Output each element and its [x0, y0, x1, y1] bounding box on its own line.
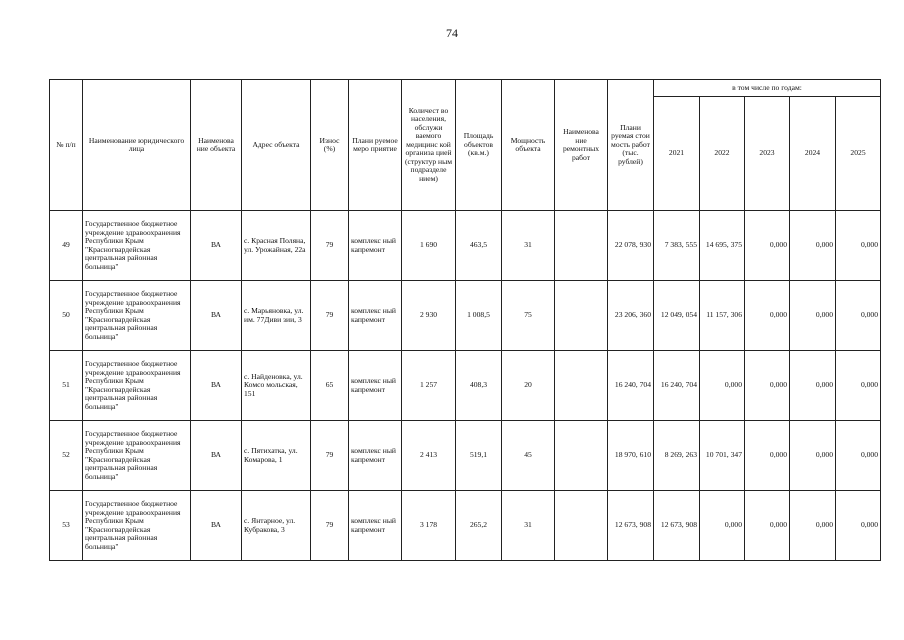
cell-2025: 0,000 [836, 281, 881, 351]
cell-cost: 23 206, 360 [608, 281, 654, 351]
col-header-year-2023: 2023 [745, 97, 790, 211]
cell-address: с. Янтарное, ул. Кубракова, 3 [242, 491, 311, 561]
table-row [50, 491, 881, 561]
col-header-by-years: в том числе по годам: [654, 80, 881, 97]
cell-address: с. Марьяновка, ул. им. 77Диви зии, 3 [242, 281, 311, 351]
cell-entity: Государственное бюджетное учреждение здравоохранения Республики Крым "Красногвардейская центральная районная больница" [83, 421, 191, 491]
col-header-address: Адрес объекта [242, 80, 311, 211]
cell-population: 3 178 [402, 491, 456, 561]
cell-2023: 0,000 [745, 211, 790, 281]
col-header-population: Количест во населения, обслужи ваемого медицинс кой организа цией (структур ным подразделе нием) [402, 80, 456, 211]
cell-wear: 79 [311, 421, 349, 491]
cell-population: 2 413 [402, 421, 456, 491]
table-row [50, 421, 881, 491]
col-header-measure: Плани руемое меро приятие [349, 80, 402, 211]
cell-repair-name [555, 491, 608, 561]
cell-num: 52 [50, 421, 83, 491]
cell-2025: 0,000 [836, 211, 881, 281]
cell-2021: 8 269, 263 [654, 421, 700, 491]
cell-cost: 22 078, 930 [608, 211, 654, 281]
cell-address: с. Пятихатка, ул. Комарова, 1 [242, 421, 311, 491]
col-header-num: № п/п [50, 80, 83, 211]
cell-measure: комплекс ный капремонт [349, 351, 402, 421]
col-header-year-2024: 2024 [790, 97, 836, 211]
cell-repair-name [555, 421, 608, 491]
cell-repair-name [555, 281, 608, 351]
cell-num: 50 [50, 281, 83, 351]
cell-2023: 0,000 [745, 491, 790, 561]
cell-area: 408,3 [456, 351, 502, 421]
cell-num: 51 [50, 351, 83, 421]
cell-measure: комплекс ный капремонт [349, 281, 402, 351]
col-header-year-2021: 2021 [654, 97, 700, 211]
header-row-top [50, 80, 881, 97]
cell-cost: 18 970, 610 [608, 421, 654, 491]
cell-address: с. Красная Поляна, ул. Урожайная, 22а [242, 211, 311, 281]
col-header-year-2022: 2022 [700, 97, 745, 211]
cell-area: 519,1 [456, 421, 502, 491]
cell-measure: комплекс ный капремонт [349, 421, 402, 491]
cell-wear: 65 [311, 351, 349, 421]
cell-2022: 14 695, 375 [700, 211, 745, 281]
col-header-entity: Наименование юридического лица [83, 80, 191, 211]
cell-measure: комплекс ный капремонт [349, 211, 402, 281]
cell-capacity: 45 [502, 421, 555, 491]
cell-wear: 79 [311, 211, 349, 281]
cell-repair-name [555, 351, 608, 421]
cell-cost: 12 673, 908 [608, 491, 654, 561]
col-header-cost: Плани руемая стои мость работ (тыс. рублей) [608, 80, 654, 211]
cell-2021: 7 383, 555 [654, 211, 700, 281]
cell-2023: 0,000 [745, 281, 790, 351]
cell-2025: 0,000 [836, 421, 881, 491]
cell-capacity: 20 [502, 351, 555, 421]
cell-2022: 11 157, 306 [700, 281, 745, 351]
investment-table [49, 79, 881, 561]
cell-num: 49 [50, 211, 83, 281]
cell-num: 53 [50, 491, 83, 561]
cell-2024: 0,000 [790, 351, 836, 421]
cell-2024: 0,000 [790, 211, 836, 281]
col-header-area: Площадь объектов (кв.м.) [456, 80, 502, 211]
cell-object-name: ВА [191, 351, 242, 421]
table-row [50, 211, 881, 281]
cell-cost: 16 240, 704 [608, 351, 654, 421]
cell-entity: Государственное бюджетное учреждение здравоохранения Республики Крым "Красногвардейская центральная районная больница" [83, 281, 191, 351]
cell-2024: 0,000 [790, 421, 836, 491]
cell-object-name: ВА [191, 421, 242, 491]
cell-entity: Государственное бюджетное учреждение здравоохранения Республики Крым "Красногвардейская центральная районная больница" [83, 211, 191, 281]
cell-object-name: ВА [191, 211, 242, 281]
col-header-capacity: Мощность объекта [502, 80, 555, 211]
cell-2022: 10 701, 347 [700, 421, 745, 491]
col-header-object-name: Наименова ние объекта [191, 80, 242, 211]
cell-population: 2 930 [402, 281, 456, 351]
cell-capacity: 75 [502, 281, 555, 351]
cell-repair-name [555, 211, 608, 281]
cell-object-name: ВА [191, 491, 242, 561]
cell-population: 1 690 [402, 211, 456, 281]
cell-2024: 0,000 [790, 491, 836, 561]
cell-2023: 0,000 [745, 351, 790, 421]
cell-measure: комплекс ный капремонт [349, 491, 402, 561]
cell-2025: 0,000 [836, 351, 881, 421]
cell-address: с. Найденовка, ул. Комсо мольская, 151 [242, 351, 311, 421]
cell-2021: 12 049, 054 [654, 281, 700, 351]
table-row [50, 281, 881, 351]
cell-2022: 0,000 [700, 491, 745, 561]
col-header-wear: Износ (%) [311, 80, 349, 211]
cell-object-name: ВА [191, 281, 242, 351]
cell-2022: 0,000 [700, 351, 745, 421]
col-header-repair-name: Наименова ние ремонтных работ [555, 80, 608, 211]
table-row [50, 351, 881, 421]
cell-wear: 79 [311, 281, 349, 351]
page-number: 74 [446, 26, 458, 40]
cell-2025: 0,000 [836, 491, 881, 561]
cell-capacity: 31 [502, 491, 555, 561]
cell-wear: 79 [311, 491, 349, 561]
col-header-year-2025: 2025 [836, 97, 881, 211]
cell-capacity: 31 [502, 211, 555, 281]
cell-population: 1 257 [402, 351, 456, 421]
cell-2021: 12 673, 908 [654, 491, 700, 561]
cell-area: 463,5 [456, 211, 502, 281]
cell-area: 1 008,5 [456, 281, 502, 351]
cell-2023: 0,000 [745, 421, 790, 491]
cell-entity: Государственное бюджетное учреждение здравоохранения Республики Крым "Красногвардейская центральная районная больница" [83, 491, 191, 561]
cell-2021: 16 240, 704 [654, 351, 700, 421]
cell-area: 265,2 [456, 491, 502, 561]
cell-2024: 0,000 [790, 281, 836, 351]
cell-entity: Государственное бюджетное учреждение здравоохранения Республики Крым "Красногвардейская центральная районная больница" [83, 351, 191, 421]
